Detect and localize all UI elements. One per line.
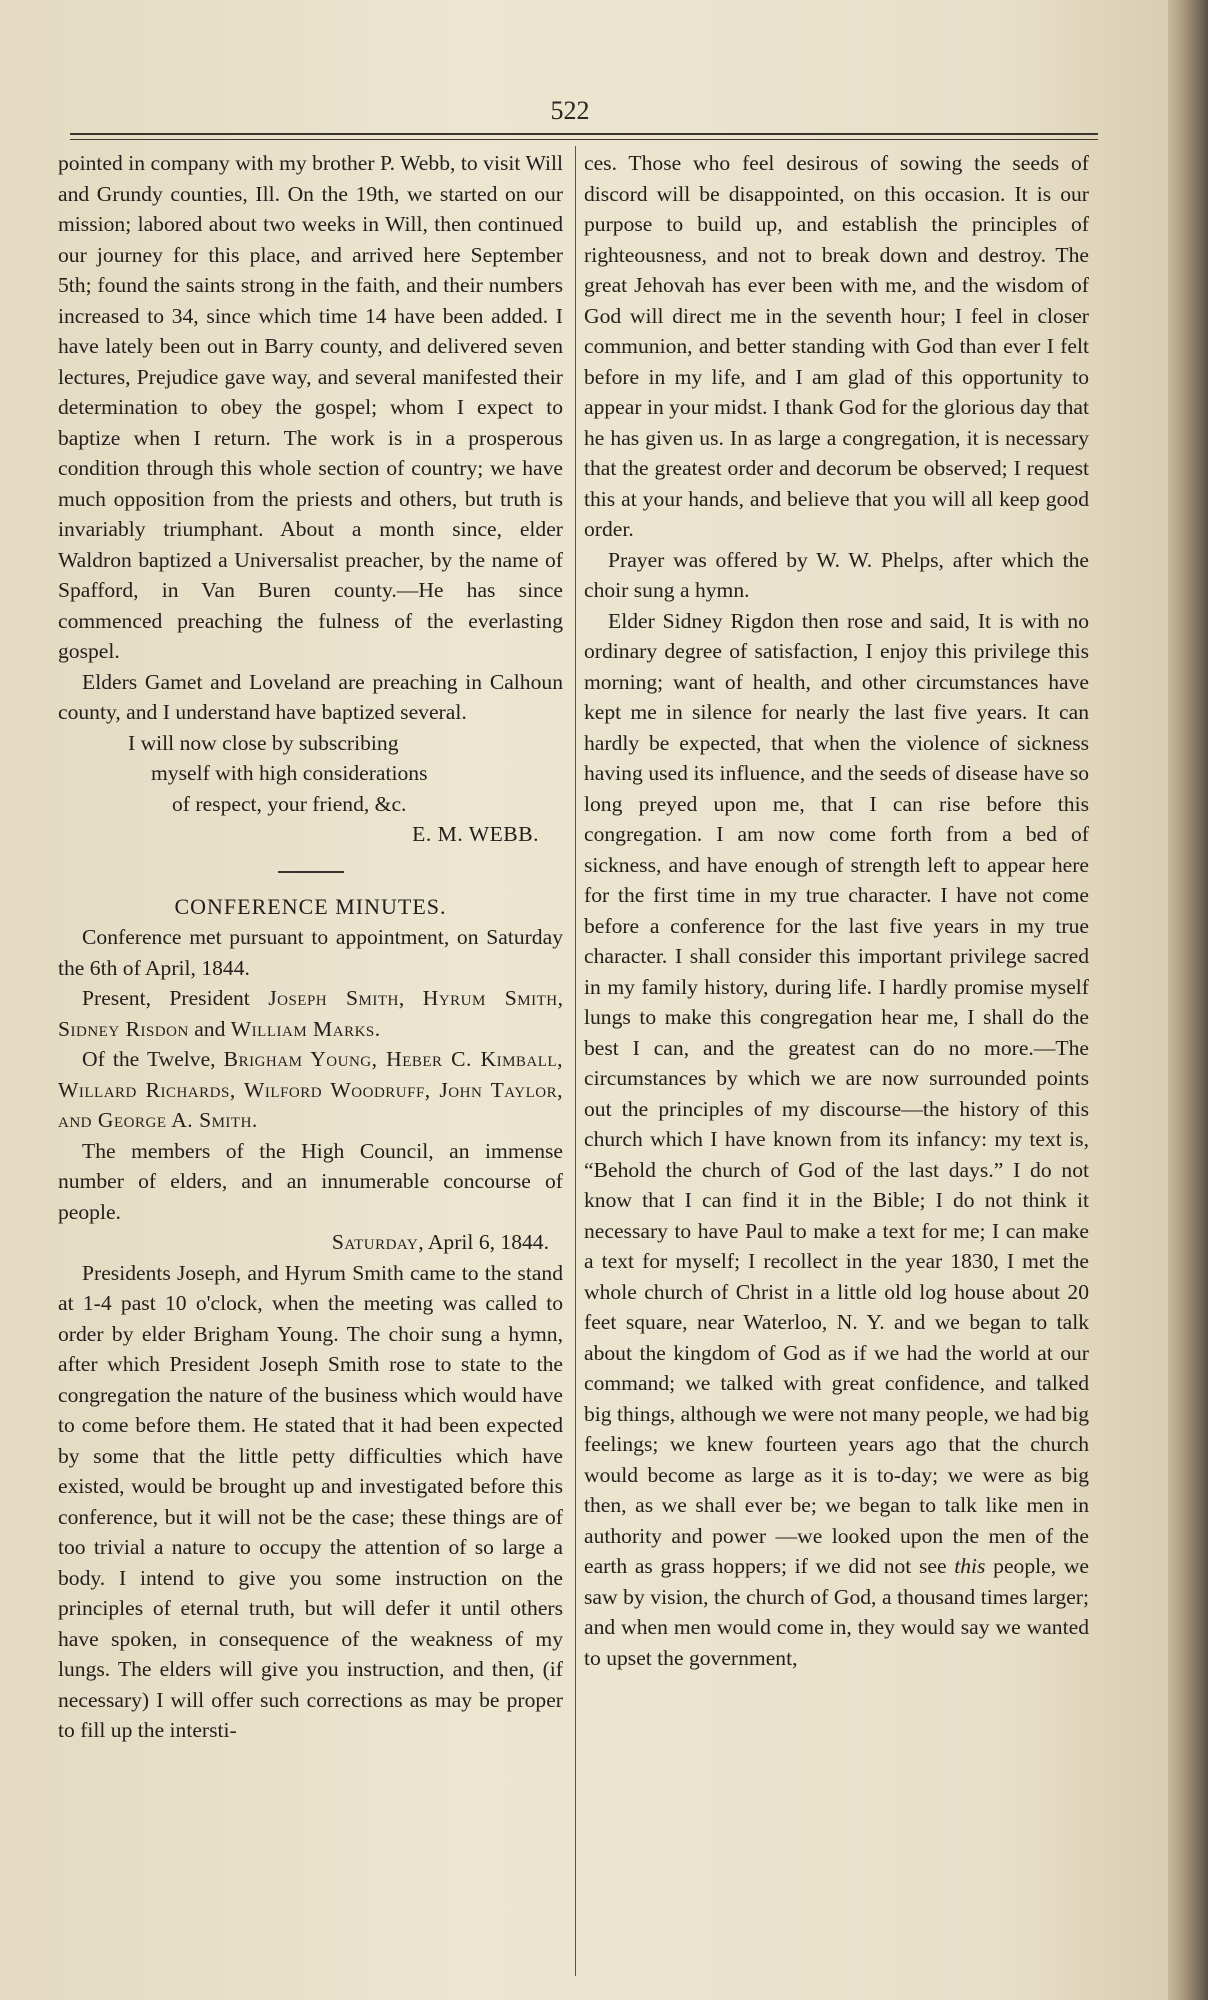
- minutes-date: [58, 1227, 563, 1258]
- separator: and: [188, 1016, 231, 1041]
- twelve-label: Of the Twelve,: [82, 1047, 224, 1071]
- twelve-names: Brigham Young, Heber C. Kimball, Willard Richards, Wilford Woodruff, John Taylor, and George A. Smith.: [58, 1047, 563, 1132]
- page-number: 522: [550, 96, 590, 125]
- right-column: [584, 148, 1089, 1673]
- present-label: Present, President: [82, 986, 269, 1010]
- section-divider: [278, 871, 344, 873]
- attendee-name: Sidney Risdon: [58, 1016, 189, 1041]
- minutes-present: [58, 983, 563, 1044]
- date-day: Saturday: [331, 1230, 419, 1254]
- separator: .: [374, 1016, 381, 1041]
- speech-text: Elder Sidney Rigdon then rose and said, It is with no ordinary degree of satisfaction, I enjoy this privilege this morning; want of health, and other circumstances have kept me in silence for nearly the last five years. It can hardly be expected, that when the violence of sickness having used its influence, and the seeds of disease have so long preyed upon me, that I can rise before this congregation. I am now come forth from a bed of sickness, and have enough of strength left to appear here for the first time in my true character. I have not come before a conference for the last five years in my true character. I shall consider this important privilege sacred in my family history, during life. I hardly promise myself lungs to make this congregation hear me, I shall do the best I can, and the greatest can do no more.—The circumstances by which we are now surrounded points out the principles of my discourse—the history of this church which I have known from its infancy: my text is, “Behold the church of God of the last days.” I do not know that I can find it in the Bible; I do not think it necessary to have Paul to make a text for me; I can make a text for myself; I recollect in the year 1830, I met the whole church of Christ in a little old log house about 20 feet square, near Waterloo, N. Y. and we began to talk about the kingdom of God as if we had the world at our command; we talked with great confidence, and talked big things, although we were not many people, we had big feelings; we knew fourteen years ago that the church would become as large as it is to-day; we were as big then, as we shall ever be; we began to talk like men in authority and power —we looked upon the men of the earth as grass hoppers; if we did not see: [584, 608, 1089, 1578]
- page-edge: [1168, 0, 1208, 2000]
- separator: ,: [557, 986, 563, 1010]
- letter-signature: E. M. WEBB.: [412, 822, 539, 846]
- minutes-twelve: [58, 1044, 563, 1136]
- header-rule-thick: [70, 133, 1098, 135]
- speech-emphasis: this: [954, 1554, 986, 1578]
- separator: ,: [398, 986, 423, 1010]
- letter-paragraph: pointed in company with my brother P. Webb, to visit Will and Grundy counties, Ill. On the 19th, we started on our mission; labored about two weeks in Will, then continued our journey for this place, and arrived here September 5th; found the saints strong in the faith, and their numbers increased to 34, since which time 14 have been added. I have lately been out in Barry county, and delivered seven lectures, Prejudice gave way, and several manifested their determination to obey the gospel; whom I expect to baptize when I return. The work is in a prosperous condition through this whole section of country; we have much opposition from the priests and others, but truth is invariably triumphant. About a month since, elder Waldron baptized a Universalist preacher, by the name of Spafford, in Van Buren county.—He has since commenced preaching the fulness of the everlasting gospel.: [58, 151, 563, 663]
- minutes-paragraph: The members of the High Council, an immense number of elders, and an innumerable concourse of people.: [58, 1138, 563, 1224]
- speech-text: people, we saw by vision, the church of God, a thousand times larger; and when men would come in, they would say we wanted to upset the government,: [584, 1554, 1089, 1670]
- letter-paragraph: Elders Gamet and Loveland are preaching in Calhoun county, and I understand have baptized several.: [58, 669, 563, 724]
- letter-closing: [58, 728, 563, 820]
- speech-paragraph: ces. Those who feel desirous of sowing the seeds of discord will be disappointed, on this occasion. It is our purpose to build up, and establish the principles of righteousness, and not to break down and destroy. The great Jehovah has ever been with me, and the wisdom of God will direct me in the seventh hour; I feel in closer communion, and better standing with God than ever I felt before in my life, and I am glad of this opportunity to appear in your midst. I thank God for the glorious day that he has given us. In as large a congregation, it is necessary that the greatest order and decorum be observed; I request this at your hands, and believe that you will all keep good order.: [584, 151, 1089, 541]
- attendee-name: William Marks: [230, 1016, 375, 1041]
- closing-line: myself with high considerations: [151, 761, 428, 785]
- minutes-paragraph: Conference met pursuant to appointment, on Saturday the 6th of April, 1844.: [58, 925, 563, 980]
- section-heading: CONFERENCE MINUTES.: [174, 893, 447, 919]
- speech-paragraph: Prayer was offered by W. W. Phelps, after which the choir sung a hymn.: [584, 547, 1089, 602]
- date-rest: , April 6, 1844.: [418, 1230, 549, 1254]
- closing-line: of respect, your friend, &c.: [172, 791, 407, 816]
- attendee-name: Joseph Smith: [268, 986, 399, 1010]
- left-column: [58, 148, 563, 1746]
- column-divider: [575, 146, 576, 1976]
- minutes-paragraph: Presidents Joseph, and Hyrum Smith came to the stand at 1-4 past 10 o'clock, when the meeting was called to order by elder Brigham Young. The choir sung a hymn, after which President Joseph Smith rose to state to the congregation the nature of the business which would have to come before them. He stated that it had been expected by some that the little petty difficulties which have existed, would be brought up and investigated before this conference, but it will not be the case; these things are of too trivial a nature to occupy the attention of so large a body. I intend to give you some instruction on the principles of eternal truth, but will defer it until others have spoken, in consequence of the weakness of my lungs. The elders will give you instruction, and then, (if necessary) I will offer such corrections as may be proper to fill up the intersti-: [58, 1260, 563, 1742]
- speech-paragraph: [584, 606, 1089, 1674]
- attendee-name: Hyrum Smith: [422, 986, 558, 1010]
- header-rule-thin: [70, 139, 1098, 140]
- closing-line: I will now close by subscribing: [128, 730, 399, 755]
